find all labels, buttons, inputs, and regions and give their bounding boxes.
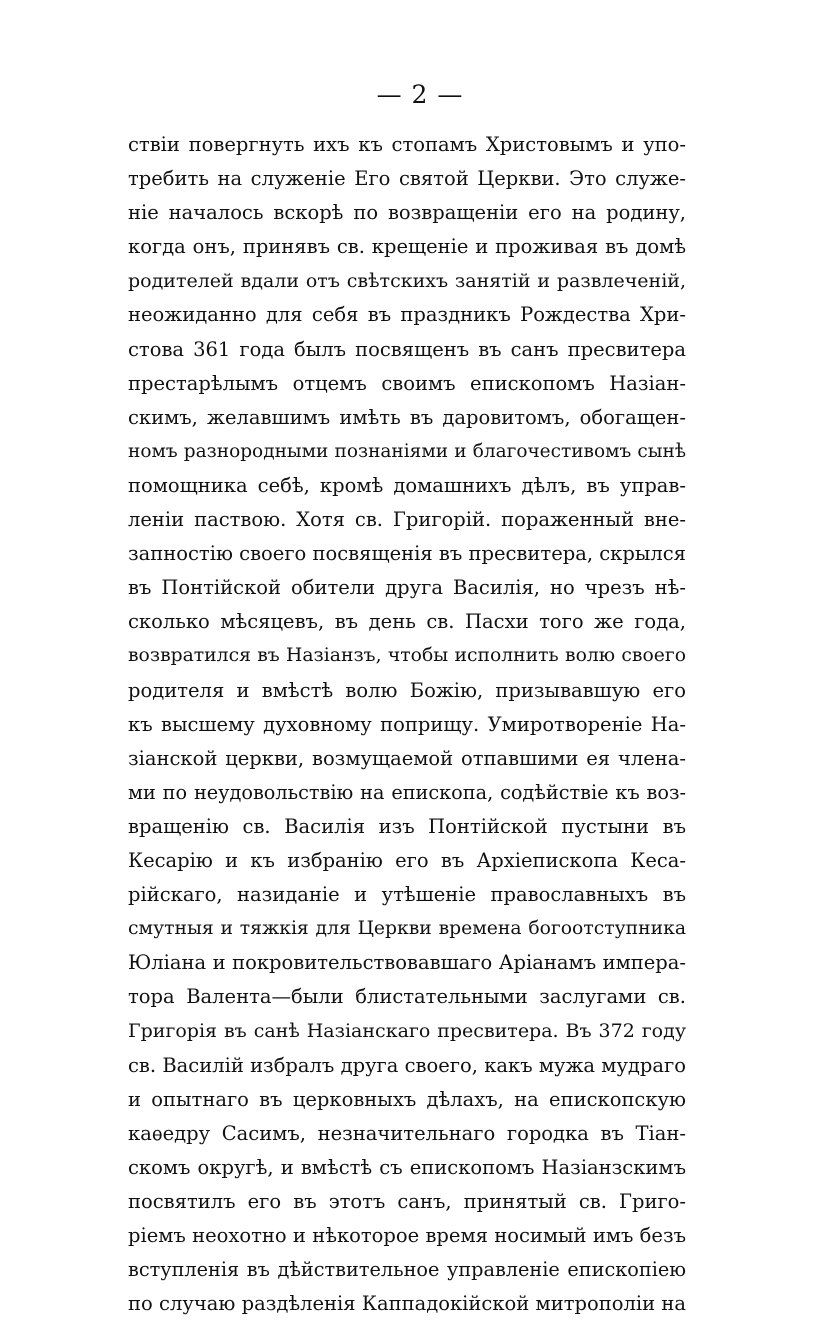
text-line: леніи паствою. Хотя св. Григорій. пораженный вне-	[128, 508, 686, 532]
text-line: по случаю раздѣленія Каппадокійской митрополіи на	[128, 1292, 686, 1316]
text-line: скимъ, желавшимъ имѣть въ даровитомъ, обогащен-	[128, 405, 686, 429]
text-line: рійскаго, назиданіе и утѣшеніе православныхъ въ	[128, 883, 686, 907]
text-line: тора Валента—были блистательными заслугами св.	[128, 985, 686, 1009]
text-line: помощника себѣ, кромѣ домашнихъ дѣлъ, въ управ-	[128, 473, 686, 497]
text-line: родителей вдали отъ свѣтскихъ занятій и развлеченій,	[128, 270, 686, 293]
text-line: ми по неудовольствію на епископа, содѣйствіе къ воз-	[128, 780, 686, 804]
text-line: посвятилъ его въ этотъ санъ, принятый св. Григо-	[128, 1189, 686, 1213]
text-line: престарѣлымъ отцемъ своимъ епископомъ Назіан-	[128, 371, 686, 395]
text-line: стова 361 года былъ посвященъ въ санъ пресвитера	[128, 337, 686, 361]
text-line: и опытнаго въ церковныхъ дѣлахъ, на епископскую	[128, 1087, 686, 1111]
text-line: неожиданно для себя въ праздникъ Рождества Хри-	[128, 303, 686, 327]
body-text	[128, 128, 686, 1321]
text-line: зіанской церкви, возмущаемой отпавшими ея члена-	[128, 746, 686, 770]
text-line: ріемъ неохотно и нѣкоторое время носимый имъ безъ	[128, 1224, 686, 1247]
text-line: вступленія въ дѣйствительное управленіе епископіею	[128, 1258, 686, 1282]
text-line: когда онъ, принявъ св. крещеніе и проживая въ домѣ	[128, 235, 686, 259]
page-number: — 2 —	[376, 80, 464, 109]
text-line: въ Понтійской обители друга Василія, но чрезъ нѣ-	[128, 576, 686, 600]
text-line: Григорія въ санѣ Назіанскаго пресвитера. Въ 372 году	[128, 1020, 686, 1043]
text-line: скомъ округѣ, и вмѣстѣ съ епископомъ Назіанзскимъ	[128, 1155, 686, 1179]
text-line: сколько мѣсяцевъ, въ день св. Пасхи того же года,	[128, 610, 686, 634]
text-line: Кесарію и къ избранію его въ Архіепископа Кеса-	[128, 848, 686, 872]
text-line: вращенію св. Василія изъ Понтійской пустыни въ	[128, 814, 686, 838]
text-line: Юліана и покровительствовавшаго Аріанамъ импера-	[128, 951, 686, 975]
text-line: возвратился въ Назіанзъ, чтобы исполнить волю своего	[128, 645, 686, 667]
text-line: ствіи повергнуть ихъ къ стопамъ Христовымъ и упо-	[128, 133, 686, 156]
text-line: къ высшему духовному поприщу. Умиротвореніе На-	[128, 712, 686, 736]
text-line: каѳедру Сасимъ, незначительнаго городка въ Тіан-	[128, 1121, 686, 1145]
text-line: номъ разнородными познаніями и благочестивомъ сынѣ	[128, 440, 686, 462]
text-line: требить на служеніе Его святой Церкви. Это служе-	[128, 167, 686, 191]
text-line: ніе началось вскорѣ по возвращеніи его на родину,	[128, 201, 686, 225]
text-line: запностію своего посвященія въ пресвитера, скрылся	[128, 542, 686, 566]
text-line: смутныя и тяжкія для Церкви времена богоотступника	[128, 918, 686, 940]
text-line: св. Василій избралъ друга своего, какъ мужа мудраго	[128, 1053, 686, 1077]
text-line: родителя и вмѣстѣ волю Божію, призывавшую его	[128, 678, 686, 702]
